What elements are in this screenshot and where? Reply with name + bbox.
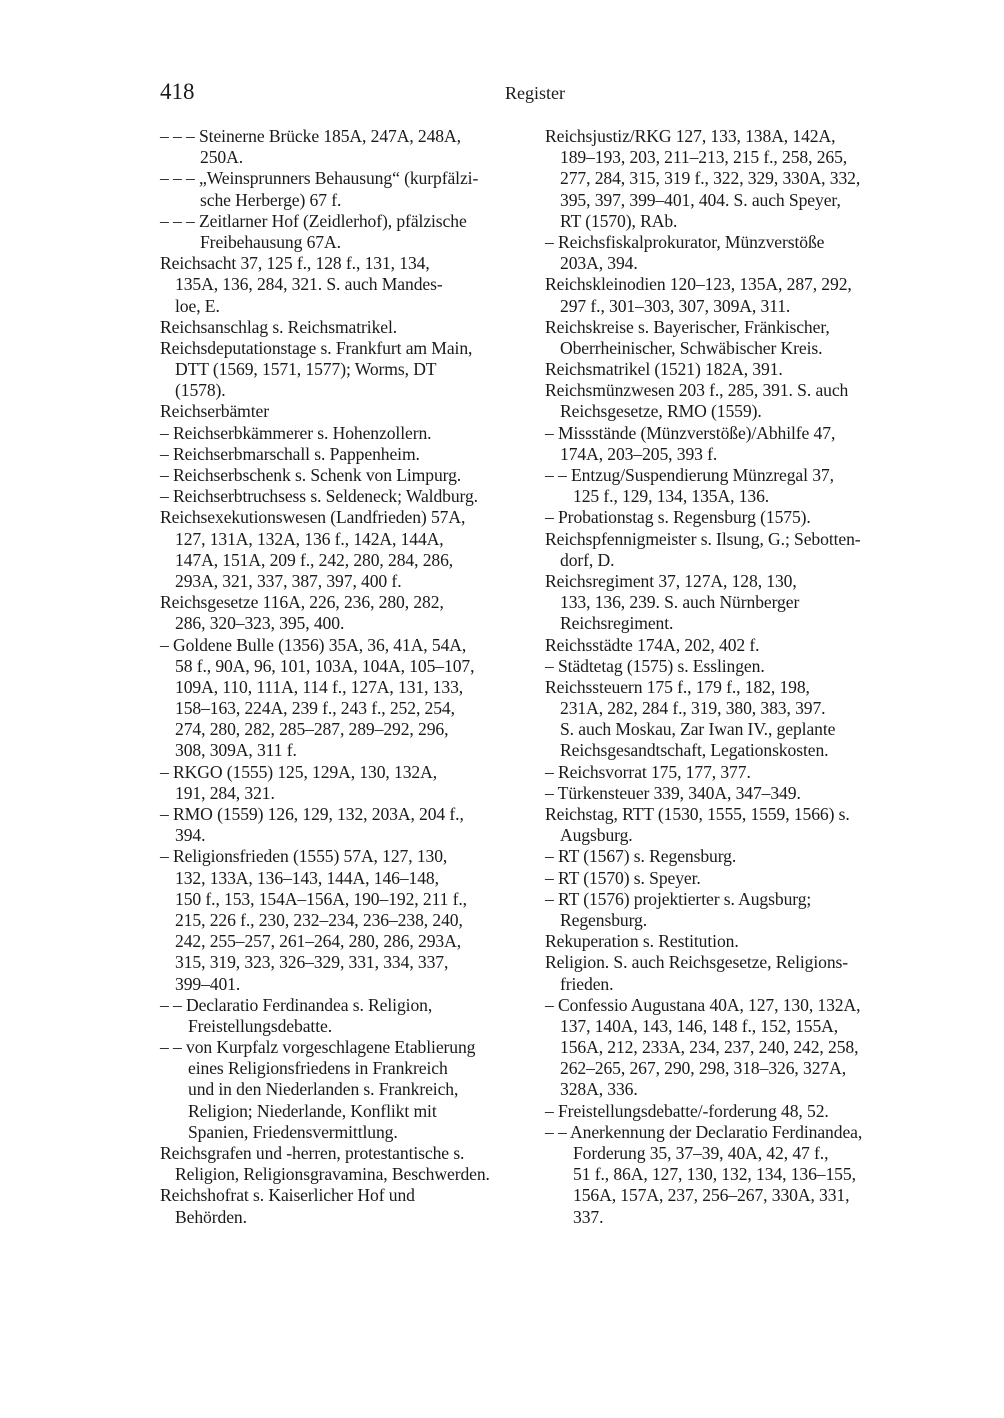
index-entry	[160, 317, 530, 338]
index-entry-continuation-line: 293A, 321, 337, 387, 397, 400 f.	[175, 570, 402, 591]
index-entry-continuation-line: 315, 319, 323, 326–329, 331, 334, 337,	[175, 952, 449, 973]
index-entry-heading-line: – RKGO (1555) 125, 129A, 130, 132A,	[160, 761, 438, 782]
index-entry-heading-line: Reichsgesetze 116A, 226, 236, 280, 282,	[160, 592, 444, 613]
index-entry-heading-line: Reichstag, RTT (1530, 1555, 1559, 1566) s.	[545, 804, 850, 824]
index-entry	[160, 486, 530, 507]
index-entry-heading-line: – RT (1576) projektierter s. Augsburg;	[545, 888, 812, 909]
index-entry	[160, 168, 530, 210]
index-entry	[160, 592, 530, 634]
index-entry	[545, 232, 915, 274]
index-entry	[160, 444, 530, 465]
index-entry-heading-line: – RMO (1559) 126, 129, 132, 203A, 204 f.,	[160, 804, 464, 824]
index-entry-heading-line: – – Declaratio Ferdinandea s. Religion,	[160, 994, 433, 1015]
index-entry-heading-line: Reichsjustiz/RKG 127, 133, 138A, 142A,	[545, 126, 836, 146]
page-number: 418	[160, 79, 195, 104]
index-entry-heading-line: Reichskreise s. Bayerischer, Fränkischer,	[545, 316, 830, 337]
index-entry-continuation-line: 135A, 136, 284, 321. S. auch Mandes-	[175, 274, 443, 295]
index-entry-continuation-line: Regensburg.	[560, 909, 648, 930]
index-entry-continuation-line: RT (1570), RAb.	[560, 210, 678, 231]
index-entry	[545, 804, 915, 846]
index-entry-continuation-line: 191, 284, 321.	[175, 782, 275, 803]
index-entry	[160, 1143, 530, 1185]
index-entry	[545, 423, 915, 465]
index-entry-heading-line: – Reichserbtruchsess s. Seldeneck; Waldburg.	[160, 486, 478, 507]
index-entry	[545, 868, 915, 889]
index-entry	[545, 359, 915, 380]
index-entry-continuation-line: 297 f., 301–303, 307, 309A, 311.	[560, 295, 791, 316]
index-entry-heading-line: – Reichsfiskalprokurator, Münzverstöße	[545, 231, 825, 252]
index-entry	[545, 889, 915, 931]
index-entry-continuation-line: 132, 133A, 136–143, 144A, 146–148,	[175, 867, 439, 888]
index-entry	[545, 465, 915, 507]
index-entry-continuation-line: 286, 320–323, 395, 400.	[175, 613, 345, 634]
index-entry-heading-line: Reichsexekutionswesen (Landfrieden) 57A,	[160, 507, 466, 528]
index-entry-heading-line: – Reichsvorrat 175, 177, 377.	[545, 761, 751, 782]
index-entry-continuation-line: 58 f., 90A, 96, 101, 103A, 104A, 105–107,	[175, 655, 475, 676]
index-entry	[160, 846, 530, 994]
index-entry-continuation-line: 394.	[175, 825, 206, 846]
index-entry-continuation-line: Behörden.	[175, 1206, 247, 1227]
index-entry	[545, 1122, 915, 1228]
index-entry-continuation-line: eines Religionsfriedens in Frankreich	[188, 1058, 448, 1079]
index-entry-continuation-line: Reichsregiment.	[560, 613, 674, 634]
index-entry-heading-line: – – von Kurpfalz vorgeschlagene Etablierung	[160, 1037, 476, 1058]
index-entry-continuation-line: 189–193, 203, 211–213, 215 f., 258, 265,	[560, 147, 848, 168]
index-entry-continuation-line: 125 f., 129, 134, 135A, 136.	[573, 486, 770, 507]
index-entry	[545, 656, 915, 677]
index-entry-heading-line: Reichsanschlag s. Reichsmatrikel.	[160, 316, 398, 337]
index-entry	[545, 317, 915, 359]
index-entry-heading-line: Reichsgrafen und -herren, protestantische s.	[160, 1143, 465, 1163]
index-entry-continuation-line: 337.	[573, 1206, 604, 1227]
index-entry-continuation-line: und in den Niederlanden s. Frankreich,	[188, 1079, 459, 1100]
index-entry	[160, 338, 530, 402]
index-entry-heading-line: Reichserbämter	[160, 401, 269, 422]
index-entry	[545, 783, 915, 804]
running-head: Register	[505, 83, 565, 103]
index-entry-continuation-line: S. auch Moskau, Zar Iwan IV., geplante	[560, 719, 836, 740]
index-column-right	[545, 126, 915, 1228]
index-entry	[545, 507, 915, 528]
index-entry-continuation-line: Forderung 35, 37–39, 40A, 42, 47 f.,	[573, 1143, 829, 1163]
index-entry-continuation-line: Freibehausung 67A.	[200, 231, 341, 252]
index-entry	[545, 274, 915, 316]
index-entry	[545, 571, 915, 635]
index-entry	[545, 677, 915, 762]
index-entry	[160, 507, 530, 592]
index-entry-heading-line: – Religionsfrieden (1555) 57A, 127, 130,	[160, 846, 448, 867]
index-entry-heading-line: – – – Zeitlarner Hof (Zeidlerhof), pfälzische	[160, 210, 467, 231]
index-entry-continuation-line: (1578).	[175, 380, 226, 401]
index-entry-continuation-line: 250A.	[200, 147, 243, 168]
index-entry-heading-line: Reichssteuern 175 f., 179 f., 182, 198,	[545, 676, 810, 697]
index-entry-heading-line: Religion. S. auch Reichsgesetze, Religions-	[545, 952, 849, 973]
index-entry	[160, 995, 530, 1037]
index-entry	[545, 1101, 915, 1122]
index-entry-continuation-line: dorf, D.	[560, 549, 615, 570]
index-entry	[160, 401, 530, 422]
index-entry-continuation-line: 51 f., 86A, 127, 130, 132, 134, 136–155,	[573, 1164, 856, 1185]
index-entry-continuation-line: Religion, Religionsgravamina, Beschwerden.	[175, 1164, 490, 1185]
index-entry-continuation-line: 308, 309A, 311 f.	[175, 740, 297, 761]
index-entry-heading-line: – Probationstag s. Regensburg (1575).	[545, 507, 811, 528]
index-entry	[160, 762, 530, 804]
index-entry-heading-line: – – – „Weinsprunners Behausung“ (kurpfälzi-	[160, 168, 479, 189]
index-entry-continuation-line: 109A, 110, 111A, 114 f., 127A, 131, 133,	[175, 676, 464, 697]
index-entry	[160, 423, 530, 444]
index-entry-continuation-line: 156A, 157A, 237, 256–267, 330A, 331,	[573, 1185, 850, 1206]
index-entry-heading-line: Reichsdeputationstage s. Frankfurt am Main,	[160, 337, 473, 358]
index-entry	[545, 126, 915, 232]
index-entry-continuation-line: 203A, 394.	[560, 253, 638, 274]
index-entry-heading-line: – Missstände (Münzverstöße)/Abhilfe 47,	[545, 422, 836, 443]
index-entry	[545, 762, 915, 783]
index-column-left	[160, 126, 530, 1228]
index-entry	[545, 380, 915, 422]
index-entry-heading-line: – – Anerkennung der Declaratio Ferdinandea,	[545, 1121, 863, 1142]
index-entry-continuation-line: sche Herberge) 67 f.	[200, 189, 342, 210]
index-entry-heading-line: – – Entzug/Suspendierung Münzregal 37,	[545, 465, 834, 485]
index-entry	[545, 995, 915, 1101]
index-entry-continuation-line: loe, E.	[175, 295, 220, 316]
index-entry-heading-line: – Reichserbkämmerer s. Hohenzollern.	[160, 422, 432, 443]
index-entry	[545, 529, 915, 571]
index-entry-heading-line: Reichsregiment 37, 127A, 128, 130,	[545, 570, 797, 591]
index-entry-continuation-line: frieden.	[560, 973, 614, 994]
index-entry-continuation-line: Freistellungsdebatte.	[188, 1015, 332, 1036]
index-entry-heading-line: Reichspfennigmeister s. Ilsung, G.; Sebotten-	[545, 528, 861, 549]
index-entry-continuation-line: 242, 255–257, 261–264, 280, 286, 293A,	[175, 931, 462, 952]
index-entry-continuation-line: 231A, 282, 284 f., 319, 380, 383, 397.	[560, 698, 826, 719]
index-entry-continuation-line: 174A, 203–205, 393 f.	[560, 443, 718, 464]
index-entry-heading-line: – Reichserbschenk s. Schenk von Limpurg.	[160, 465, 462, 485]
index-entry-continuation-line: 158–163, 224A, 239 f., 243 f., 252, 254,	[175, 698, 455, 719]
index-entry-heading-line: – – – Steinerne Brücke 185A, 247A, 248A,	[160, 126, 461, 146]
index-entry	[545, 846, 915, 867]
index-entry-continuation-line: 277, 284, 315, 319 f., 322, 329, 330A, 332,	[560, 168, 861, 189]
index-entry-heading-line: Reichsmünzwesen 203 f., 285, 391. S. auch	[545, 380, 849, 401]
index-entry-heading-line: Rekuperation s. Restitution.	[545, 931, 739, 952]
index-entry	[160, 635, 530, 762]
index-entry-heading-line: – RT (1567) s. Regensburg.	[545, 846, 737, 867]
index-entry-continuation-line: Augsburg.	[560, 825, 633, 846]
index-entry-continuation-line: Reichsgesandtschaft, Legationskosten.	[560, 740, 829, 761]
index-entry-heading-line: – Freistellungsdebatte/-forderung 48, 52.	[545, 1100, 829, 1121]
index-entry-heading-line: – Goldene Bulle (1356) 35A, 36, 41A, 54A,	[160, 634, 467, 655]
index-entry-heading-line: – Türkensteuer 339, 340A, 347–349.	[545, 782, 801, 803]
index-entry-continuation-line: 399–401.	[175, 973, 241, 994]
index-entry	[160, 465, 530, 486]
index-entry-continuation-line: Religion; Niederlande, Konflikt mit	[188, 1100, 437, 1121]
index-entry	[545, 952, 915, 994]
index-entry-heading-line: – Städtetag (1575) s. Esslingen.	[545, 655, 765, 676]
index-entry	[160, 1185, 530, 1227]
index-entry-continuation-line: 137, 140A, 143, 146, 148 f., 152, 155A,	[560, 1015, 839, 1036]
index-entry	[160, 126, 530, 168]
index-entry-heading-line: Reichshofrat s. Kaiserlicher Hof und	[160, 1185, 415, 1206]
index-entry-continuation-line: 156A, 212, 233A, 234, 237, 240, 242, 258,	[560, 1037, 859, 1058]
index-entry	[160, 1037, 530, 1143]
index-entry-continuation-line: 127, 131A, 132A, 136 f., 142A, 144A,	[175, 528, 444, 549]
index-entry-continuation-line: 274, 280, 282, 285–287, 289–292, 296,	[175, 719, 449, 740]
index-entry-continuation-line: Reichsgesetze, RMO (1559).	[560, 401, 762, 422]
index-entry	[545, 635, 915, 656]
index-entry-continuation-line: Oberrheinischer, Schwäbischer Kreis.	[560, 337, 823, 358]
index-entry	[160, 804, 530, 846]
index-entry-heading-line: – RT (1570) s. Speyer.	[545, 867, 701, 888]
index-entry-heading-line: Reichsstädte 174A, 202, 402 f.	[545, 634, 760, 655]
index-entry-heading-line: – Confessio Augustana 40A, 127, 130, 132A,	[545, 994, 861, 1015]
index-entry-heading-line: – Reichserbmarschall s. Pappenheim.	[160, 443, 420, 464]
index-entry-continuation-line: 262–265, 267, 290, 298, 318–326, 327A,	[560, 1058, 847, 1079]
index-entry-heading-line: Reichskleinodien 120–123, 135A, 287, 292,	[545, 274, 852, 295]
index-entry-heading-line: Reichsmatrikel (1521) 182A, 391.	[545, 359, 783, 380]
index-entry	[160, 253, 530, 317]
index-entry-heading-line: Reichsacht 37, 125 f., 128 f., 131, 134,	[160, 253, 430, 274]
index-entry	[545, 931, 915, 952]
index-entry-continuation-line: 328A, 336.	[560, 1079, 638, 1100]
index-entry	[160, 211, 530, 253]
index-entry-continuation-line: 147A, 151A, 209 f., 242, 280, 284, 286,	[175, 549, 454, 570]
index-entry-continuation-line: 215, 226 f., 230, 232–234, 236–238, 240,	[175, 909, 463, 930]
index-entry-continuation-line: DTT (1569, 1571, 1577); Worms, DT	[175, 359, 437, 380]
index-entry-continuation-line: 150 f., 153, 154A–156A, 190–192, 211 f.,	[175, 888, 467, 909]
index-entry-continuation-line: 133, 136, 239. S. auch Nürnberger	[560, 592, 800, 613]
index-entry-continuation-line: Spanien, Friedensvermittlung.	[188, 1121, 398, 1142]
index-entry-continuation-line: 395, 397, 399–401, 404. S. auch Speyer,	[560, 189, 841, 210]
